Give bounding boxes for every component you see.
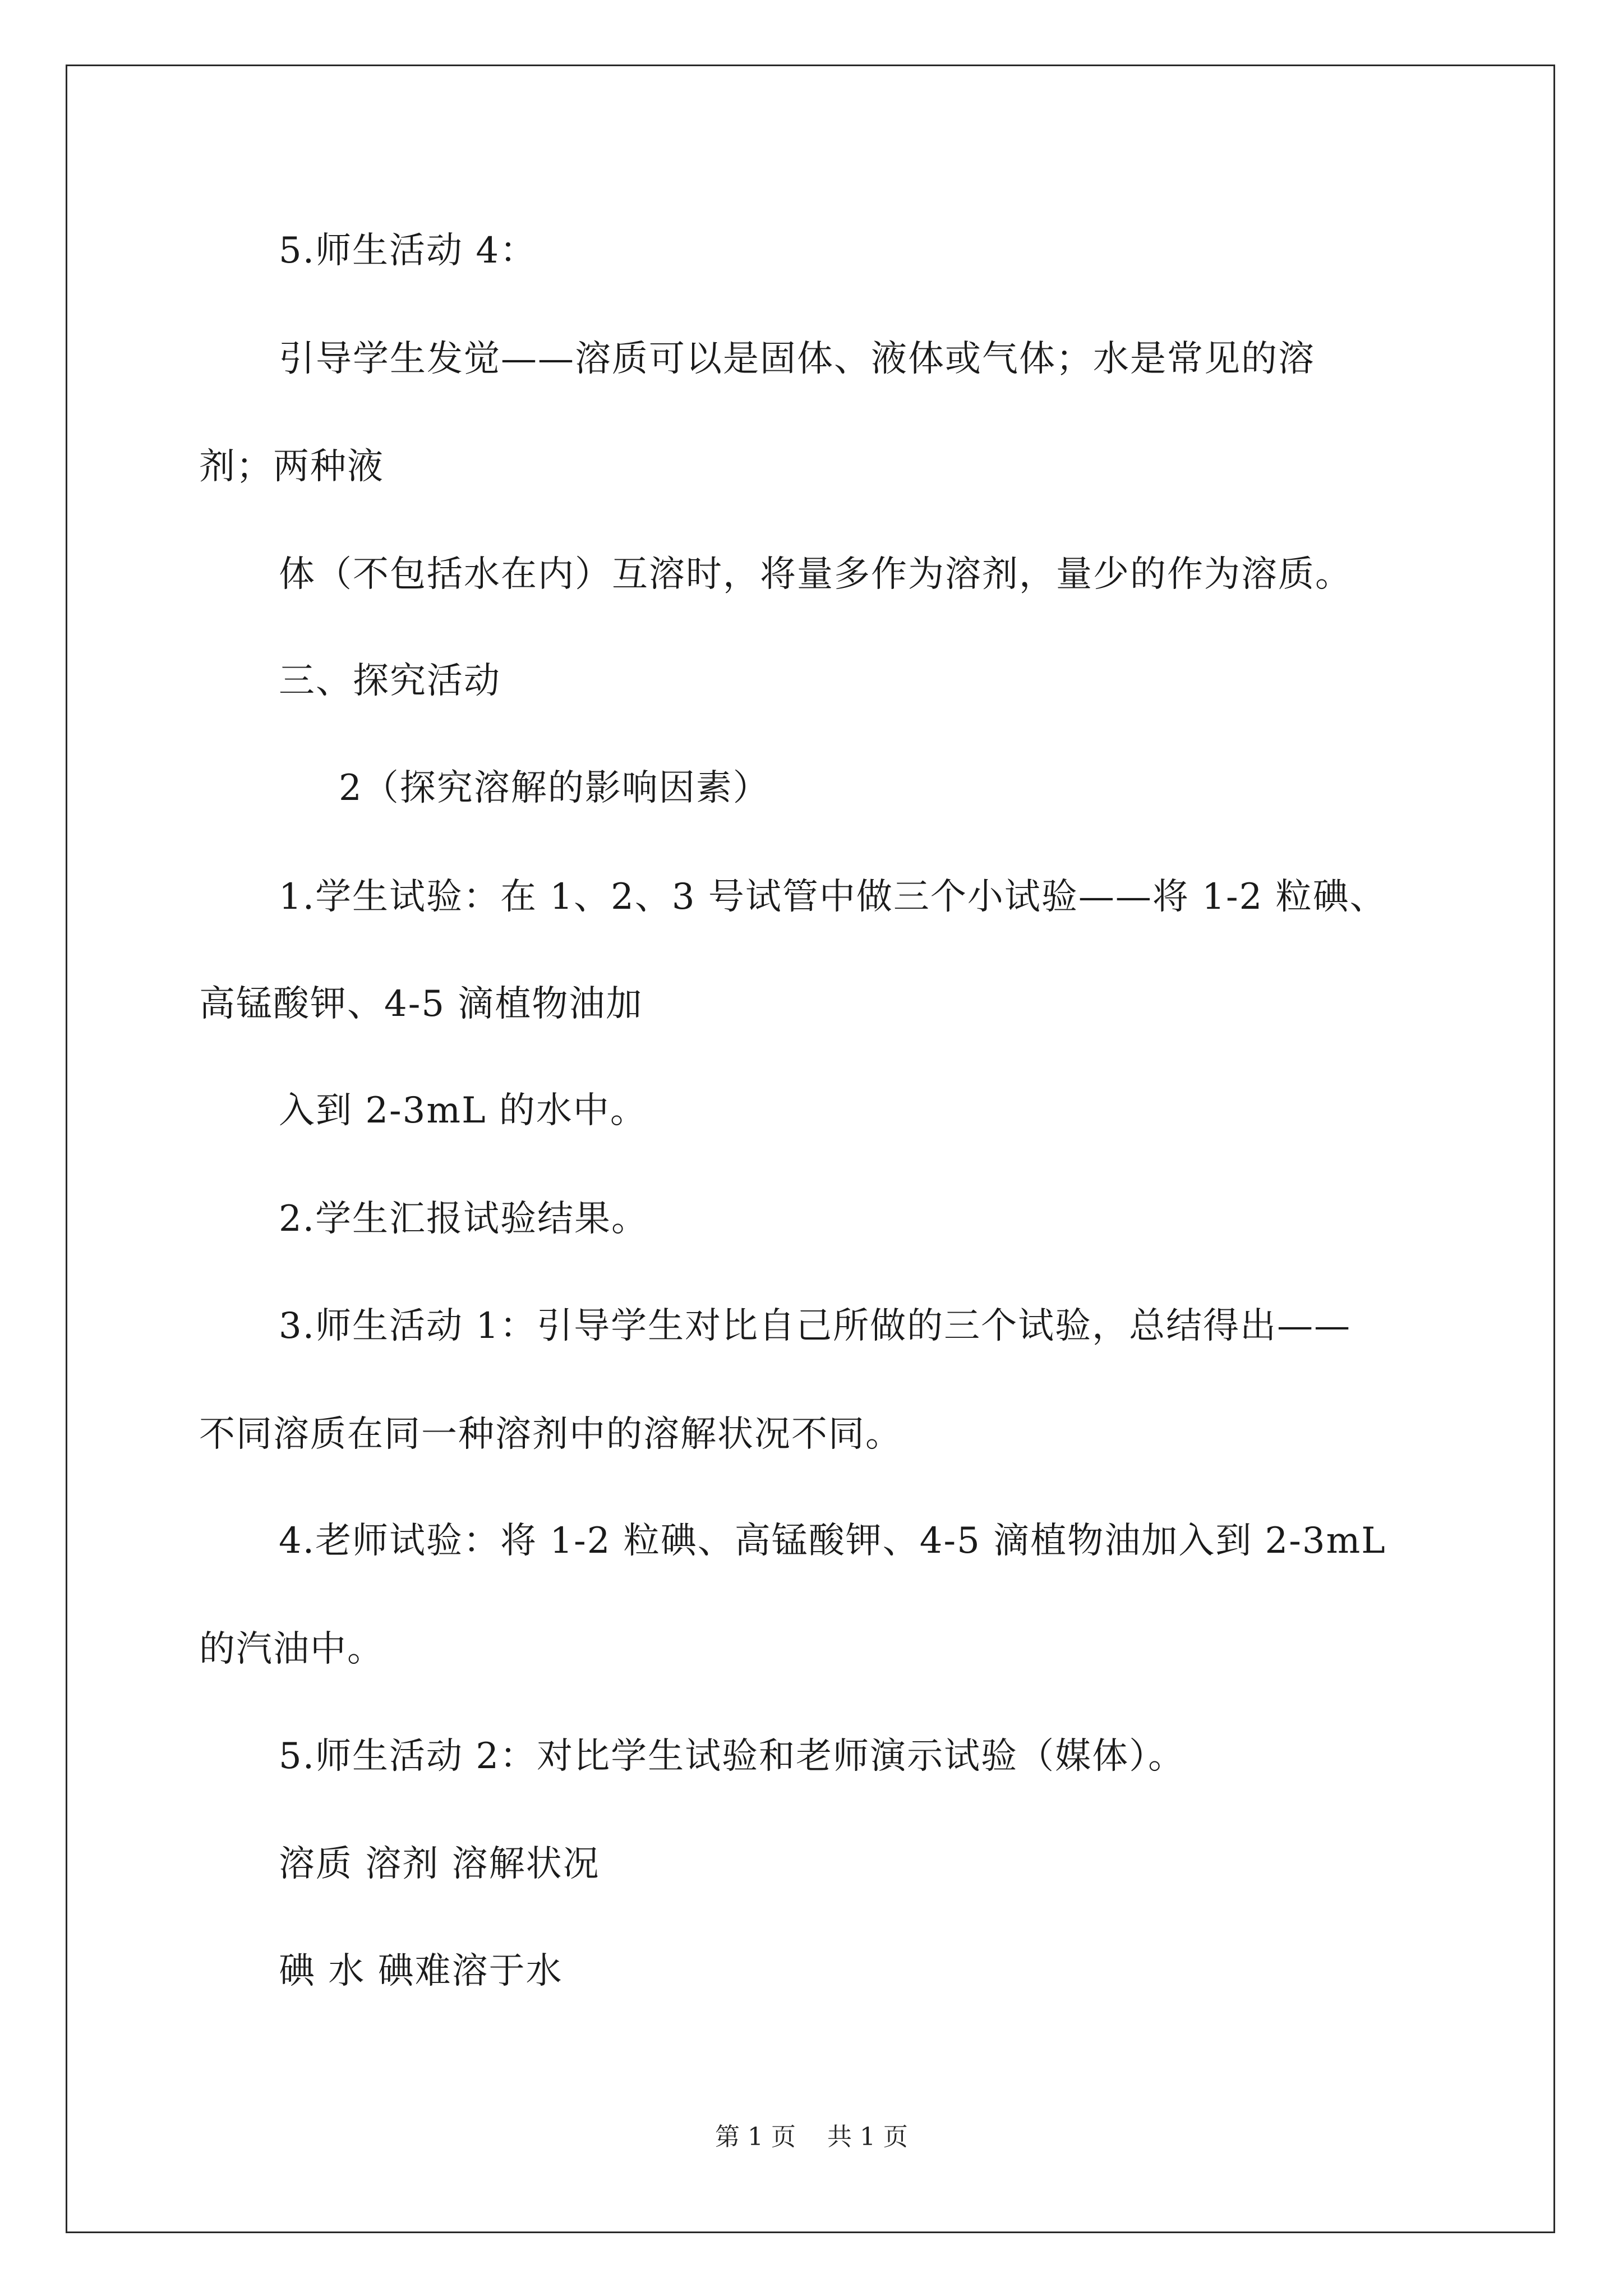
text-line: 体（不包括水在内）互溶时，将量多作为溶剂，量少的作为溶质。 (279, 554, 1352, 595)
text-line: 4.老师试验：将 1-2 粒碘、高锰酸钾、4-5 滴植物油加入到 2-3mL (279, 1520, 1386, 1562)
text-line: 5.师生活动 4： (279, 230, 537, 272)
text-line: 入到 2-3mL 的水中。 (279, 1090, 647, 1131)
text-line: 5.师生活动 2：对比学生试验和老师演示试验（媒体）。 (279, 1736, 1186, 1777)
text-line: 不同溶质在同一种溶剂中的溶解状况不同。 (199, 1414, 902, 1455)
table-header-line: 溶质 溶剂 溶解状况 (279, 1843, 600, 1885)
text-line: 3.师生活动 1：引导学生对比自己所做的三个试验，总结得出—— (279, 1305, 1352, 1347)
section-heading: 三、探究活动 (279, 660, 501, 702)
text-line: 1.学生试验：在 1、2、3 号试管中做三个小试验——将 1-2 粒碘、 (279, 876, 1387, 918)
text-line: 引导学生发觉——溶质可以是固体、液体或气体；水是常见的溶 (279, 338, 1315, 380)
page-footer: 第 1 页 共 1 页 (715, 2123, 908, 2151)
table-row-line: 碘 水 碘难溶于水 (279, 1950, 563, 1992)
text-line: 高锰酸钾、4-5 滴植物油加 (199, 983, 643, 1025)
text-line: 剂；两种液 (199, 446, 384, 487)
text-line: 的汽油中。 (199, 1628, 384, 1670)
page-border (66, 65, 1555, 2233)
subsection-heading: 2（探究溶解的影响因素） (339, 767, 770, 809)
text-line: 2.学生汇报试验结果。 (279, 1198, 649, 1240)
